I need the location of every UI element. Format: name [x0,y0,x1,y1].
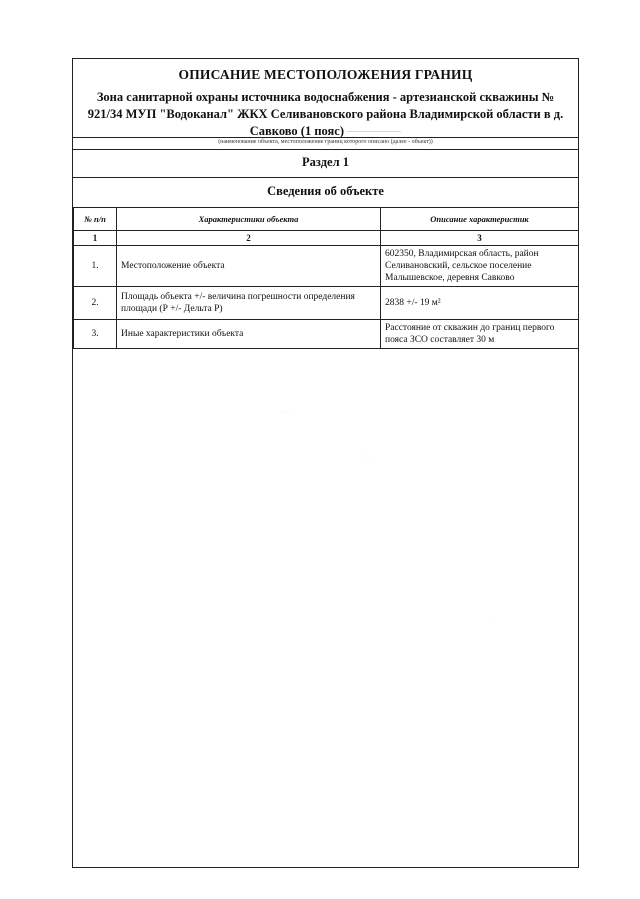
table-row [74,287,579,320]
column-number-row [74,231,579,246]
column-header: Описание характеристик [381,208,579,231]
divider-line [73,137,578,138]
row-number: 3. [74,320,117,349]
column-header: № п/п [74,208,117,231]
table-header-row [74,208,579,231]
row-characteristic: Иные характеристики объекта [117,320,381,349]
table-row [74,246,579,287]
scan-noise: · [493,619,495,625]
subsection-title: Сведения об объекте [267,184,384,198]
column-number: 2 [117,231,381,246]
row-number: 1. [74,246,117,287]
row-description: 2838 +/- 19 м² [381,287,579,320]
table-row [74,320,579,349]
row-description: 602350, Владимирская область, район Селивановский, сельское поселение Малышевское, деревня Савково [381,246,579,287]
column-number: 1 [74,231,117,246]
object-info-table [73,207,579,349]
column-number: 3 [381,231,579,246]
row-characteristic: Площадь объекта +/- величина погрешности определения площади (Р +/- Дельта Р) [117,287,381,320]
object-name-text: Зона санитарной охраны источника водоснабжения - артезианской скважины № 921/34 МУП "Водоканал" ЖКХ Селивановского района Владимирской области в д. Савково (1 пояс) [87,90,564,138]
document-page [72,58,579,868]
section-title: Раздел 1 [302,155,349,169]
row-description: Расстояние от скважин до границ первого пояса ЗСО составляет 30 м [381,320,579,349]
row-characteristic: Местоположение объекта [117,246,381,287]
column-header: Характеристики объекта [117,208,381,231]
row-number: 2. [74,287,117,320]
document-title: ОПИСАНИЕ МЕСТОПОЛОЖЕНИЯ ГРАНИЦ [178,67,473,82]
divider-line [73,177,578,178]
divider-line [73,149,578,150]
handwritten-scribble: ~~~~~~~~~~~~~~~~~~ [347,129,402,135]
scan-noise: ˙ · · [363,454,372,460]
object-caption: (наименование объекта, местоположение границ которого описано (далее - объект)) [218,139,433,145]
scan-noise: · · ˙ · [283,409,296,415]
object-name [79,89,572,141]
